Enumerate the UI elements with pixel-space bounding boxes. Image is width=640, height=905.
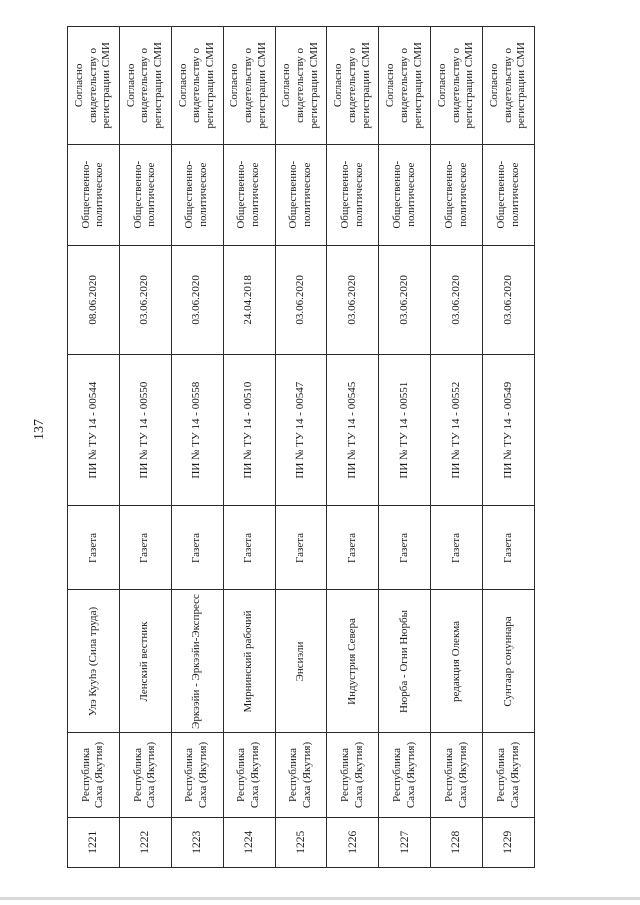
- publication-name-cell: редакция Олекма: [431, 590, 483, 733]
- category-cell: Общественно-политическое: [119, 144, 171, 245]
- media-registry-table: [67, 26, 535, 868]
- category-cell: Общественно-политическое: [171, 144, 223, 245]
- table-row: [119, 27, 171, 868]
- row-number-cell: 1226: [327, 817, 379, 867]
- registration-number-cell: ПИ № ТУ 14 - 00547: [275, 355, 327, 506]
- registration-number-cell: ПИ № ТУ 14 - 00550: [119, 355, 171, 506]
- table-row: [223, 27, 275, 868]
- basis-cell: Согласно свидетельству о регистрации СМИ: [483, 27, 535, 145]
- basis-cell: Согласно свидетельству о регистрации СМИ: [223, 27, 275, 145]
- publication-name-cell: Ленский вестник: [119, 590, 171, 733]
- table-row: [379, 27, 431, 868]
- publication-name-cell: Нюрба - Огни Нюрбы: [379, 590, 431, 733]
- row-number-cell: 1222: [119, 817, 171, 867]
- table-body: [68, 27, 535, 868]
- registration-date-cell: 03.06.2020: [431, 245, 483, 354]
- media-type-cell: Газета: [119, 506, 171, 590]
- basis-cell: Согласно свидетельству о регистрации СМИ: [327, 27, 379, 145]
- category-cell: Общественно-политическое: [327, 144, 379, 245]
- region-cell: Республика Саха (Якутия): [275, 733, 327, 817]
- registration-date-cell: 03.06.2020: [483, 245, 535, 354]
- registration-number-cell: ПИ № ТУ 14 - 00545: [327, 355, 379, 506]
- region-cell: Республика Саха (Якутия): [223, 733, 275, 817]
- category-cell: Общественно-политическое: [379, 144, 431, 245]
- row-number-cell: 1224: [223, 817, 275, 867]
- registration-date-cell: 03.06.2020: [379, 245, 431, 354]
- region-cell: Республика Саха (Якутия): [171, 733, 223, 817]
- region-cell: Республика Саха (Якутия): [379, 733, 431, 817]
- table-row: [431, 27, 483, 868]
- region-cell: Республика Саха (Якутия): [119, 733, 171, 817]
- region-cell: Республика Саха (Якутия): [68, 733, 120, 817]
- registration-date-cell: 08.06.2020: [68, 245, 120, 354]
- media-type-cell: Газета: [68, 506, 120, 590]
- category-cell: Общественно-политическое: [483, 144, 535, 245]
- registration-number-cell: ПИ № ТУ 14 - 00558: [171, 355, 223, 506]
- publication-name-cell: Индустрия Севера: [327, 590, 379, 733]
- row-number-cell: 1227: [379, 817, 431, 867]
- table-row: [171, 27, 223, 868]
- basis-cell: Согласно свидетельству о регистрации СМИ: [171, 27, 223, 145]
- table-row: [275, 27, 327, 868]
- table-row: [483, 27, 535, 868]
- registration-date-cell: 03.06.2020: [119, 245, 171, 354]
- media-type-cell: Газета: [431, 506, 483, 590]
- publication-name-cell: Мирнинский рабочий: [223, 590, 275, 733]
- region-cell: Республика Саха (Якутия): [327, 733, 379, 817]
- row-number-cell: 1223: [171, 817, 223, 867]
- publication-name-cell: Эркээйи - Эркээйи-Экспресс: [171, 590, 223, 733]
- basis-cell: Согласно свидетельству о регистрации СМИ: [275, 27, 327, 145]
- basis-cell: Согласно свидетельству о регистрации СМИ: [119, 27, 171, 145]
- registration-number-cell: ПИ № ТУ 14 - 00551: [379, 355, 431, 506]
- region-cell: Республика Саха (Якутия): [431, 733, 483, 817]
- registration-number-cell: ПИ № ТУ 14 - 00510: [223, 355, 275, 506]
- row-number-cell: 1229: [483, 817, 535, 867]
- page-number: 137: [32, 419, 47, 440]
- registration-date-cell: 03.06.2020: [171, 245, 223, 354]
- row-number-cell: 1221: [68, 817, 120, 867]
- category-cell: Общественно-политическое: [223, 144, 275, 245]
- page-bottom-edge: [0, 897, 640, 900]
- media-type-cell: Газета: [275, 506, 327, 590]
- rotated-table-wrapper: [67, 26, 535, 868]
- media-type-cell: Газета: [327, 506, 379, 590]
- table-row: [68, 27, 120, 868]
- media-type-cell: Газета: [379, 506, 431, 590]
- registration-number-cell: ПИ № ТУ 14 - 00552: [431, 355, 483, 506]
- registration-number-cell: ПИ № ТУ 14 - 00544: [68, 355, 120, 506]
- basis-cell: Согласно свидетельству о регистрации СМИ: [431, 27, 483, 145]
- media-type-cell: Газета: [223, 506, 275, 590]
- table-row: [327, 27, 379, 868]
- row-number-cell: 1228: [431, 817, 483, 867]
- registration-number-cell: ПИ № ТУ 14 - 00549: [483, 355, 535, 506]
- basis-cell: Согласно свидетельству о регистрации СМИ: [68, 27, 120, 145]
- publication-name-cell: Улэ Кууhэ (Сила труда): [68, 590, 120, 733]
- publication-name-cell: Сунтаар сонуннара: [483, 590, 535, 733]
- registration-date-cell: 24.04.2018: [223, 245, 275, 354]
- media-type-cell: Газета: [171, 506, 223, 590]
- row-number-cell: 1225: [275, 817, 327, 867]
- region-cell: Республика Саха (Якутия): [483, 733, 535, 817]
- media-type-cell: Газета: [483, 506, 535, 590]
- category-cell: Общественно-политическое: [431, 144, 483, 245]
- registration-date-cell: 03.06.2020: [275, 245, 327, 354]
- category-cell: Общественно-политическое: [68, 144, 120, 245]
- publication-name-cell: Энсиэли: [275, 590, 327, 733]
- registration-date-cell: 03.06.2020: [327, 245, 379, 354]
- category-cell: Общественно-политическое: [275, 144, 327, 245]
- basis-cell: Согласно свидетельству о регистрации СМИ: [379, 27, 431, 145]
